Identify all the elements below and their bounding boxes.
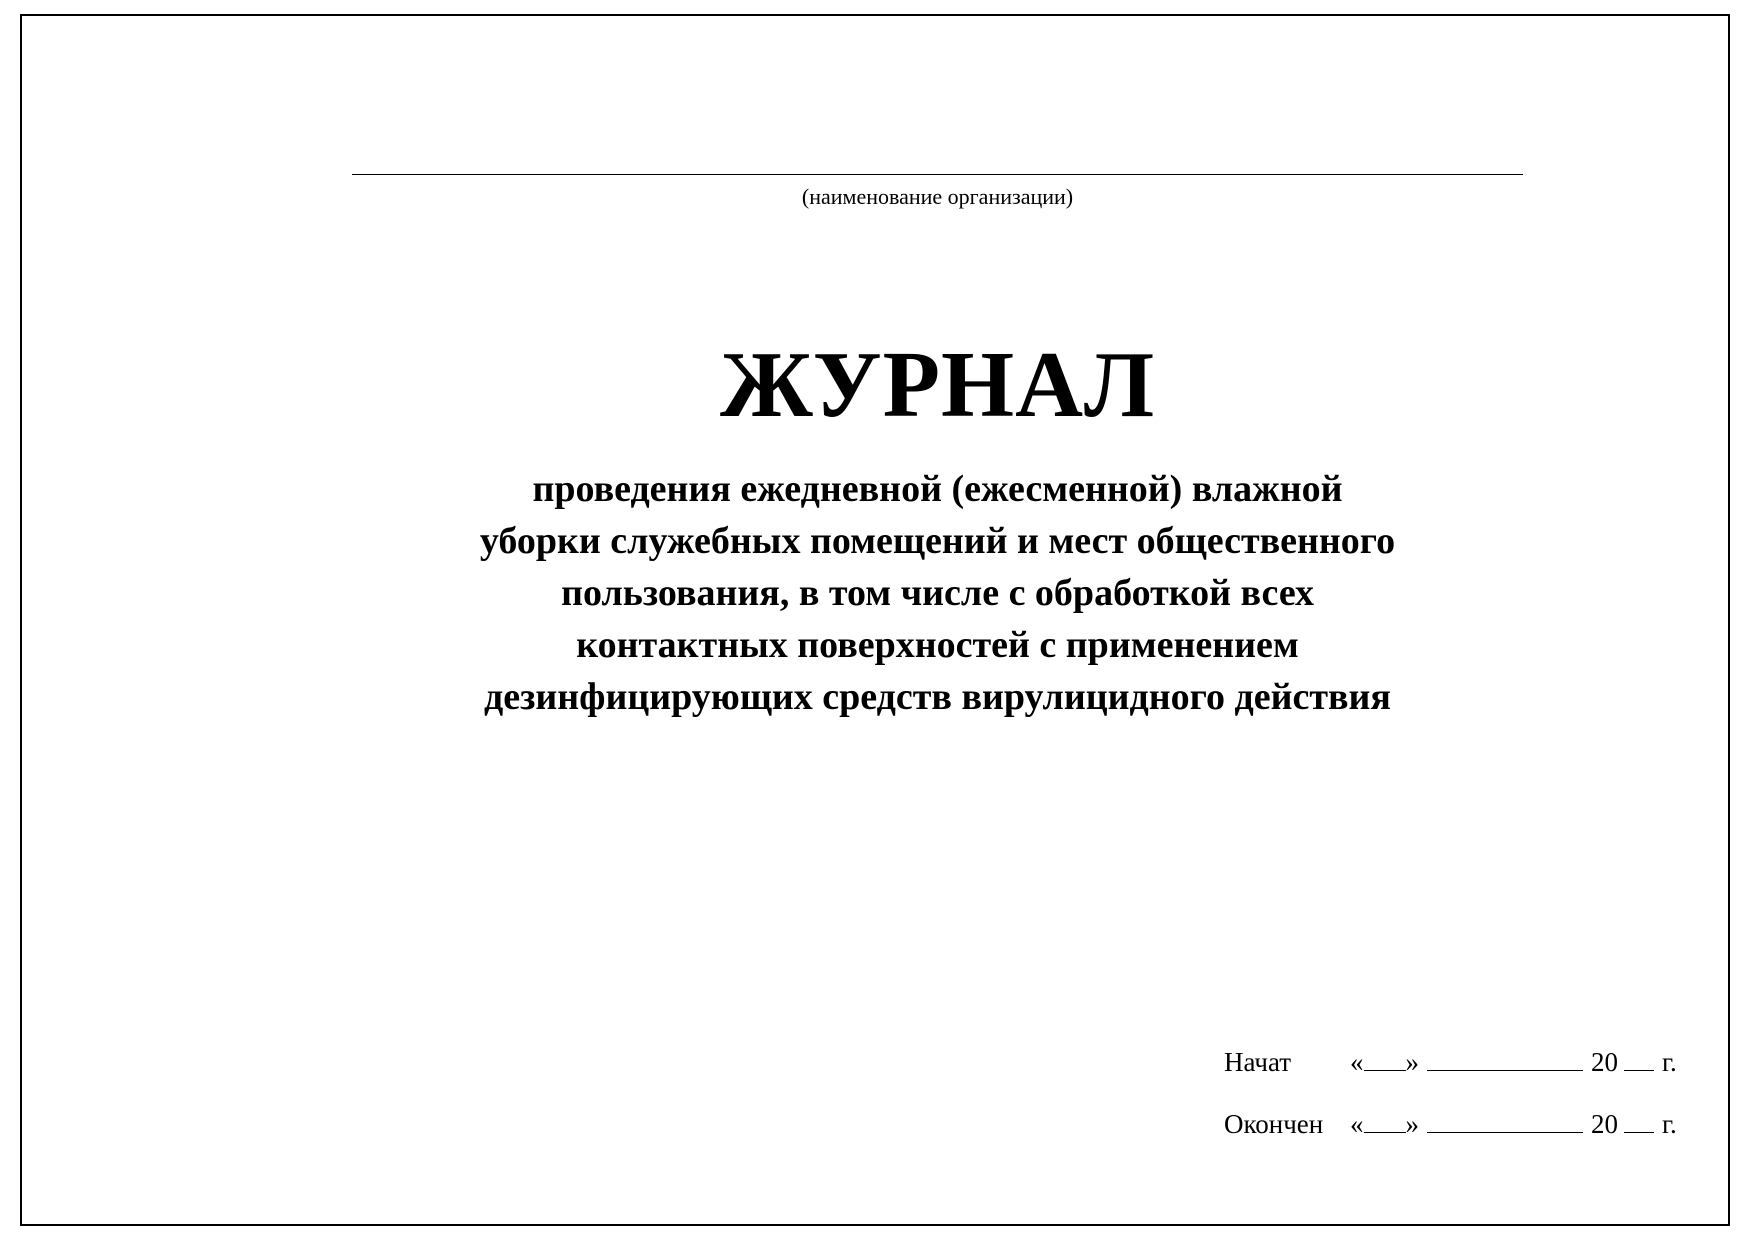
started-month-blank: [1427, 1048, 1583, 1071]
finished-month-blank: [1427, 1110, 1583, 1133]
started-date-row: [1224, 1047, 1704, 1077]
finished-label: Окончен: [1224, 1109, 1324, 1139]
subtitle-line: дезинфицирующих средств вирулицидного действия: [484, 676, 1391, 718]
subtitle-line: проведения ежедневной (ежесменной) влажной: [532, 468, 1343, 510]
started-year-prefix: 20: [1591, 1047, 1618, 1077]
quote-close: »: [1405, 1047, 1419, 1077]
journal-dates: [1224, 1047, 1704, 1171]
document-title: ЖУРНАЛ: [719, 333, 1156, 437]
finished-day-blank: [1364, 1110, 1406, 1133]
finished-year-blank: [1624, 1110, 1654, 1133]
subtitle-line: контактных поверхностей с применением: [576, 624, 1299, 666]
started-label: Начат: [1224, 1047, 1292, 1077]
started-year-suffix: г.: [1662, 1047, 1677, 1077]
quote-open: «: [1350, 1109, 1364, 1139]
finished-year-suffix: г.: [1662, 1109, 1677, 1139]
organization-name-line: [352, 174, 1523, 175]
document-subtitle: [352, 463, 1523, 723]
finished-year-prefix: 20: [1591, 1109, 1618, 1139]
started-year-blank: [1624, 1048, 1654, 1071]
organization-name-caption: (наименование организации): [801, 184, 1074, 209]
quote-open: «: [1350, 1047, 1364, 1077]
subtitle-line: уборки служебных помещений и мест общественного: [479, 520, 1396, 562]
quote-close: »: [1405, 1109, 1419, 1139]
finished-date-row: [1224, 1109, 1704, 1139]
subtitle-line: пользования, в том числе с обработкой всех: [561, 572, 1314, 614]
started-day-blank: [1364, 1048, 1406, 1071]
